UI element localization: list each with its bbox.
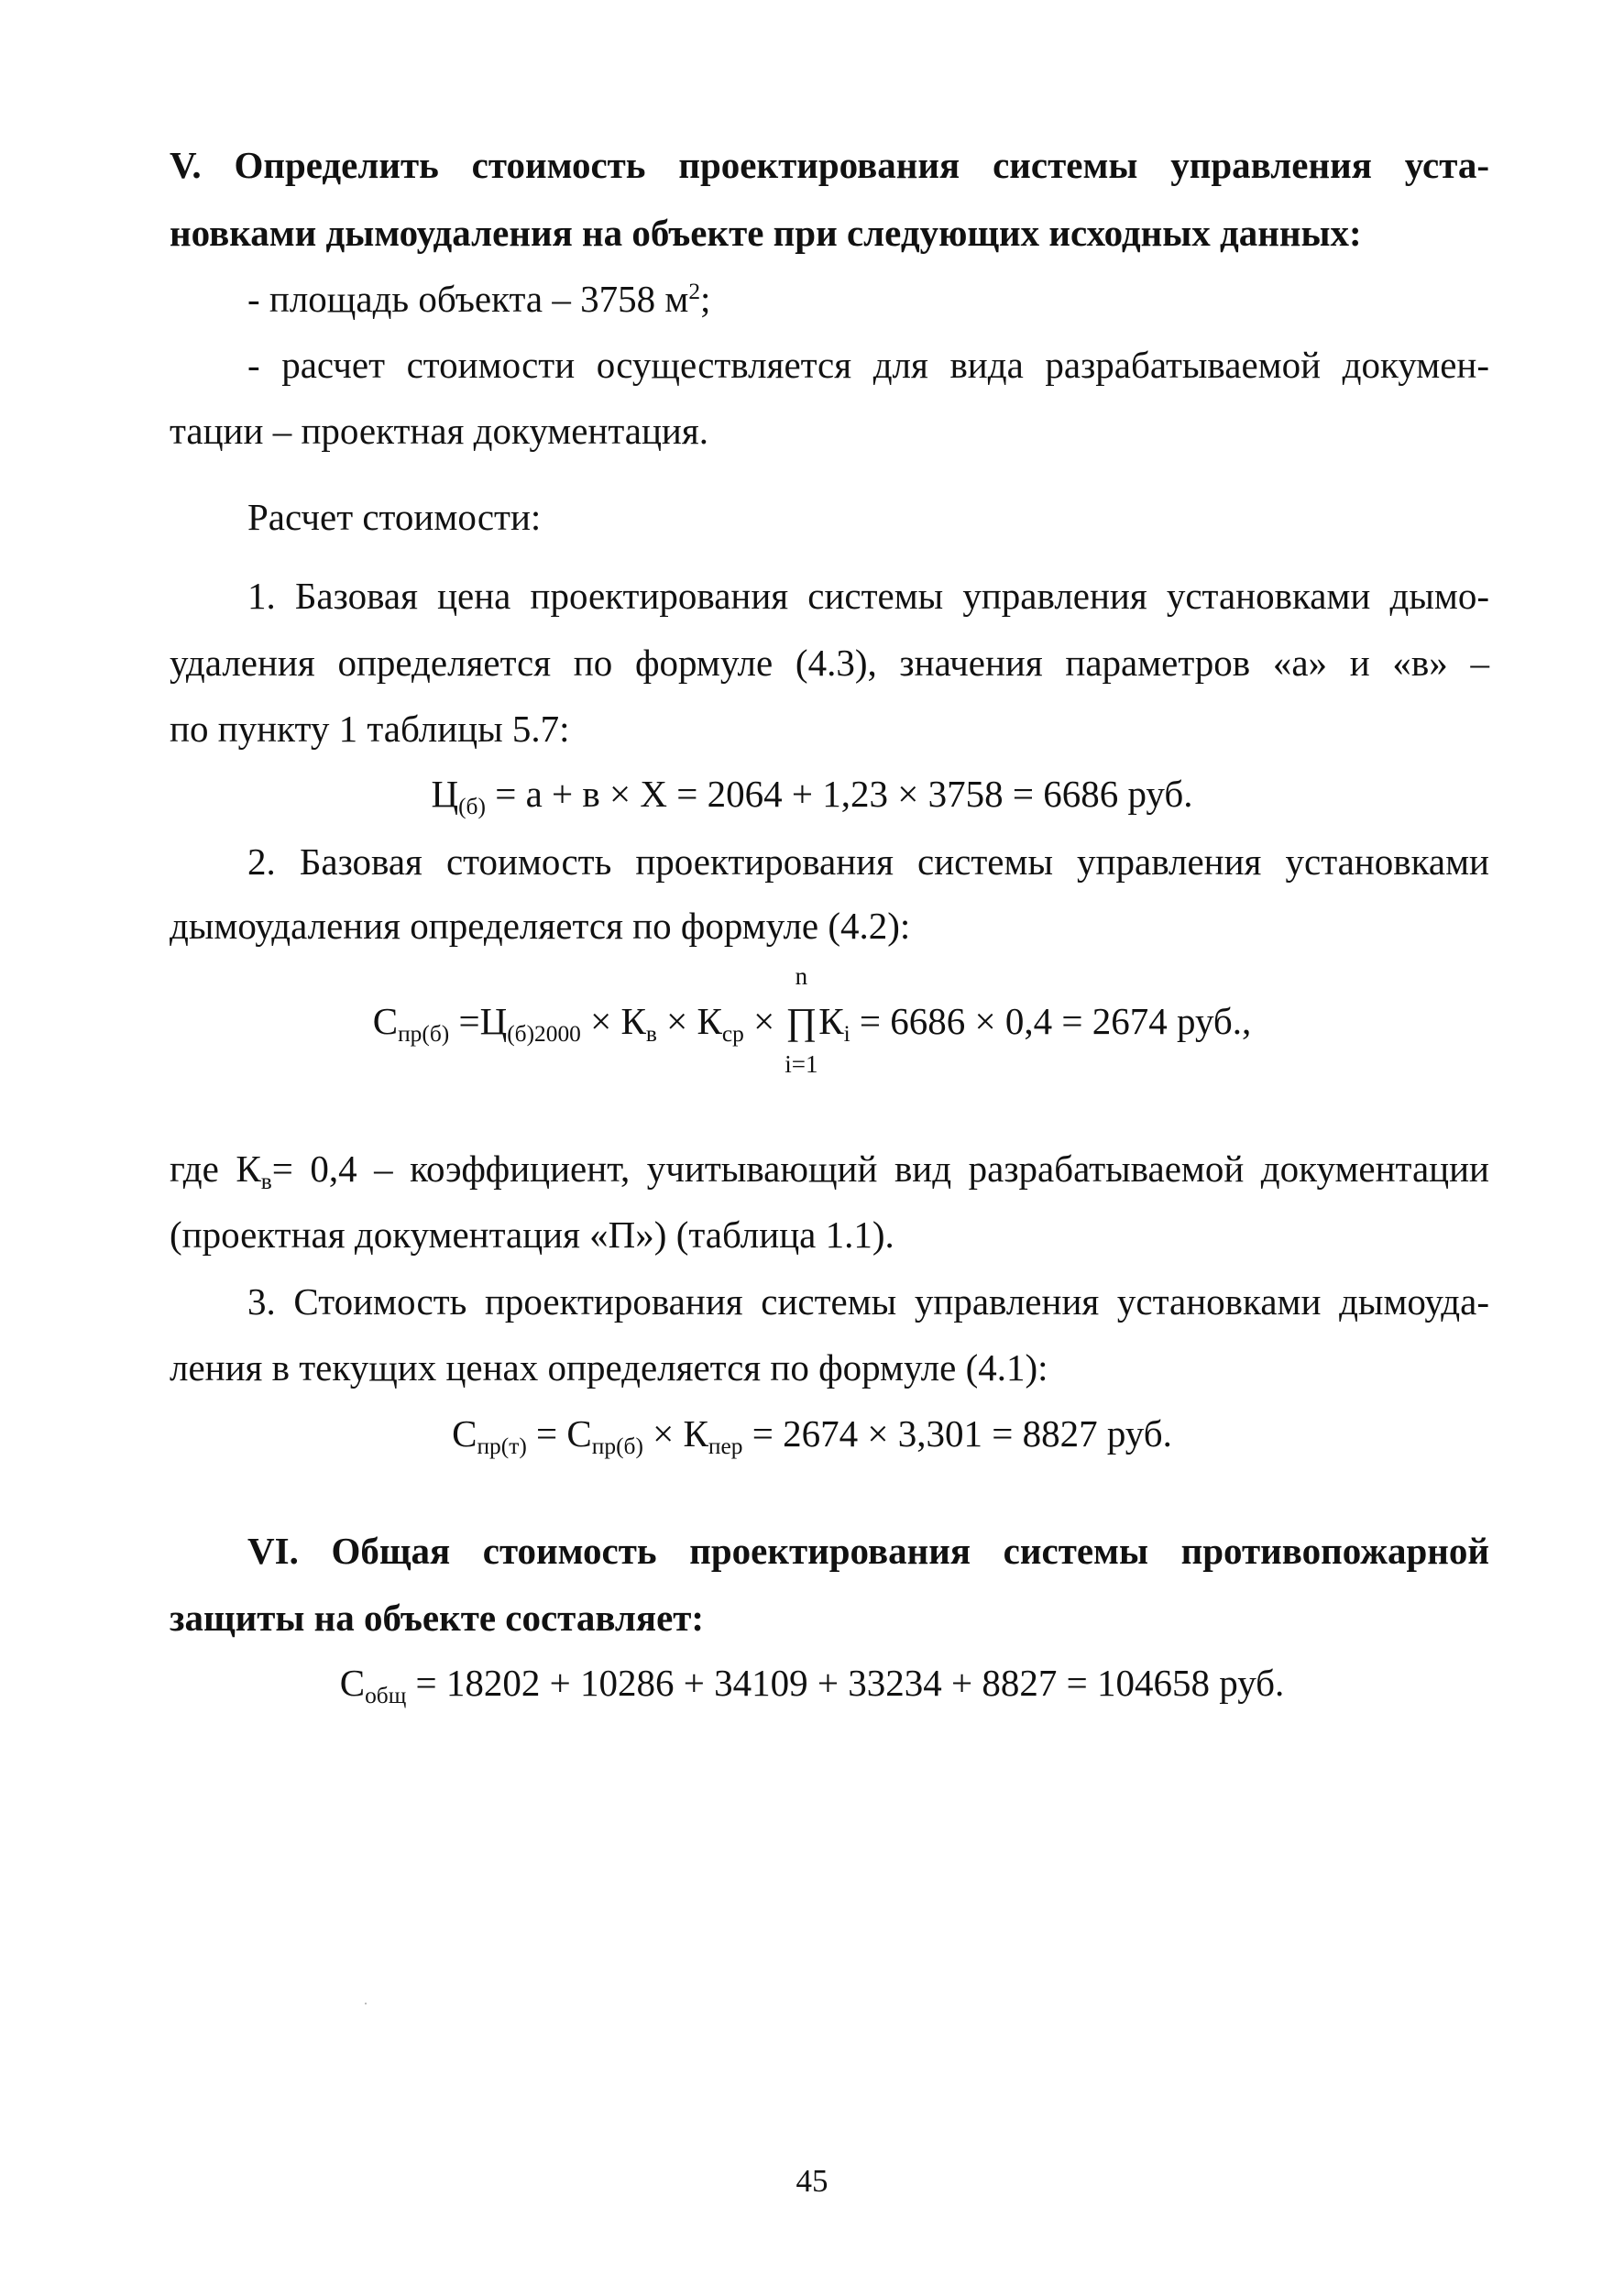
- formula2-t4: К: [818, 1000, 844, 1042]
- section-v-title-line1: V. Определить стоимость проектирования системы управления уста-: [170, 144, 1489, 186]
- formula2-sub3: в: [645, 1021, 657, 1048]
- formula3-c: С: [452, 1412, 477, 1455]
- formula2-sub2: (б)2000: [507, 1021, 581, 1048]
- formula1-rest: = а + в × Х = 2064 + 1,23 × 3758 = 6686 руб.: [485, 773, 1193, 815]
- formula3-sub2: пр(б): [591, 1433, 643, 1460]
- section-v-title-line2: новками дымоудаления на объекте при следующих исходных данных:: [170, 212, 1362, 254]
- para1-line2: удаления определяется по формуле (4.3), значения параметров «а» и «в» –: [170, 642, 1489, 684]
- formula3-sub1: пр(т): [477, 1433, 527, 1460]
- bullet-area: [247, 280, 710, 318]
- product-lower-limit: i=1: [785, 1050, 818, 1078]
- product-symbol: [784, 962, 818, 1078]
- formula1-sub: (б): [458, 794, 486, 820]
- para1-line1: 1. Базовая цена проектирования системы управления установками дымо-: [247, 575, 1489, 617]
- para3-sub: в: [260, 1169, 272, 1195]
- para3-line2: (проектная документация «П») (таблица 1.1).: [170, 1213, 894, 1256]
- product-sign: ∏: [785, 1000, 817, 1042]
- formula2-t3: ×: [743, 1000, 785, 1042]
- formula2-sub1: пр(б): [398, 1021, 450, 1048]
- formula2-sub5: i: [843, 1021, 850, 1048]
- section-vi-title-line2: защиты на объекте составляет:: [170, 1597, 705, 1639]
- page-number: 45: [796, 2163, 828, 2199]
- bullet-doc-type-line2: тации – проектная документация.: [170, 410, 708, 452]
- formula2-c: С: [372, 1000, 399, 1042]
- para4-line1: 3. Стоимость проектирования системы управления установками дымоуда-: [247, 1280, 1489, 1323]
- formula-base-cost: [0, 962, 1624, 1078]
- formula-current-cost: [0, 1411, 1624, 1460]
- para2-line1: 2. Базовая стоимость проектирования системы управления установками: [247, 840, 1489, 883]
- formula-base-price: [0, 772, 1624, 820]
- para3-line1: [170, 1147, 1489, 1195]
- formula2-eq: =Ц: [449, 1000, 508, 1042]
- formula-total-cost: [0, 1661, 1624, 1709]
- bullet-area-text: - площадь объекта – 3758 м: [247, 278, 689, 320]
- section-vi-title-line1: VI. Общая стоимость проектирования системы противопожарной: [247, 1530, 1489, 1572]
- formula-total-c: С: [339, 1662, 366, 1704]
- calc-heading: Расчет стоимости:: [247, 496, 542, 538]
- formula-total-rest: = 18202 + 10286 + 34109 + 33234 + 8827 = 104658 руб.: [406, 1662, 1285, 1704]
- formula2-t2: × К: [656, 1000, 722, 1042]
- formula-total-sub: общ: [365, 1683, 407, 1709]
- formula2-t1: × К: [580, 1000, 646, 1042]
- bullet-doc-type-line1: - расчет стоимости осуществляется для вида разрабатываемой докумен-: [247, 344, 1489, 386]
- bullet-area-semicolon: ;: [700, 278, 711, 320]
- bullet-area-superscript: 2: [688, 279, 701, 305]
- para3-lead: где К: [170, 1147, 261, 1190]
- para3-rest: = 0,4 – коэффициент, учитывающий вид разрабатываемой документации: [271, 1147, 1489, 1190]
- para2-line2: дымоудаления определяется по формуле (4.2):: [170, 905, 911, 947]
- formula2-t5: = 6686 × 0,4 = 2674 руб.,: [850, 1000, 1252, 1042]
- formula3-sub3: пер: [708, 1433, 743, 1460]
- formula3-t2: × К: [642, 1412, 708, 1455]
- formula3-t1: = С: [526, 1412, 592, 1455]
- product-upper-limit: n: [795, 962, 808, 990]
- scan-speck: [365, 2003, 367, 2004]
- formula1-symbol: Ц: [431, 773, 459, 815]
- formula2-sub4: ср: [721, 1021, 744, 1048]
- para4-line2: ления в текущих ценах определяется по формуле (4.1):: [170, 1346, 1048, 1389]
- para1-line3: по пункту 1 таблицы 5.7:: [170, 708, 570, 750]
- formula3-t3: = 2674 × 3,301 = 8827 руб.: [742, 1412, 1172, 1455]
